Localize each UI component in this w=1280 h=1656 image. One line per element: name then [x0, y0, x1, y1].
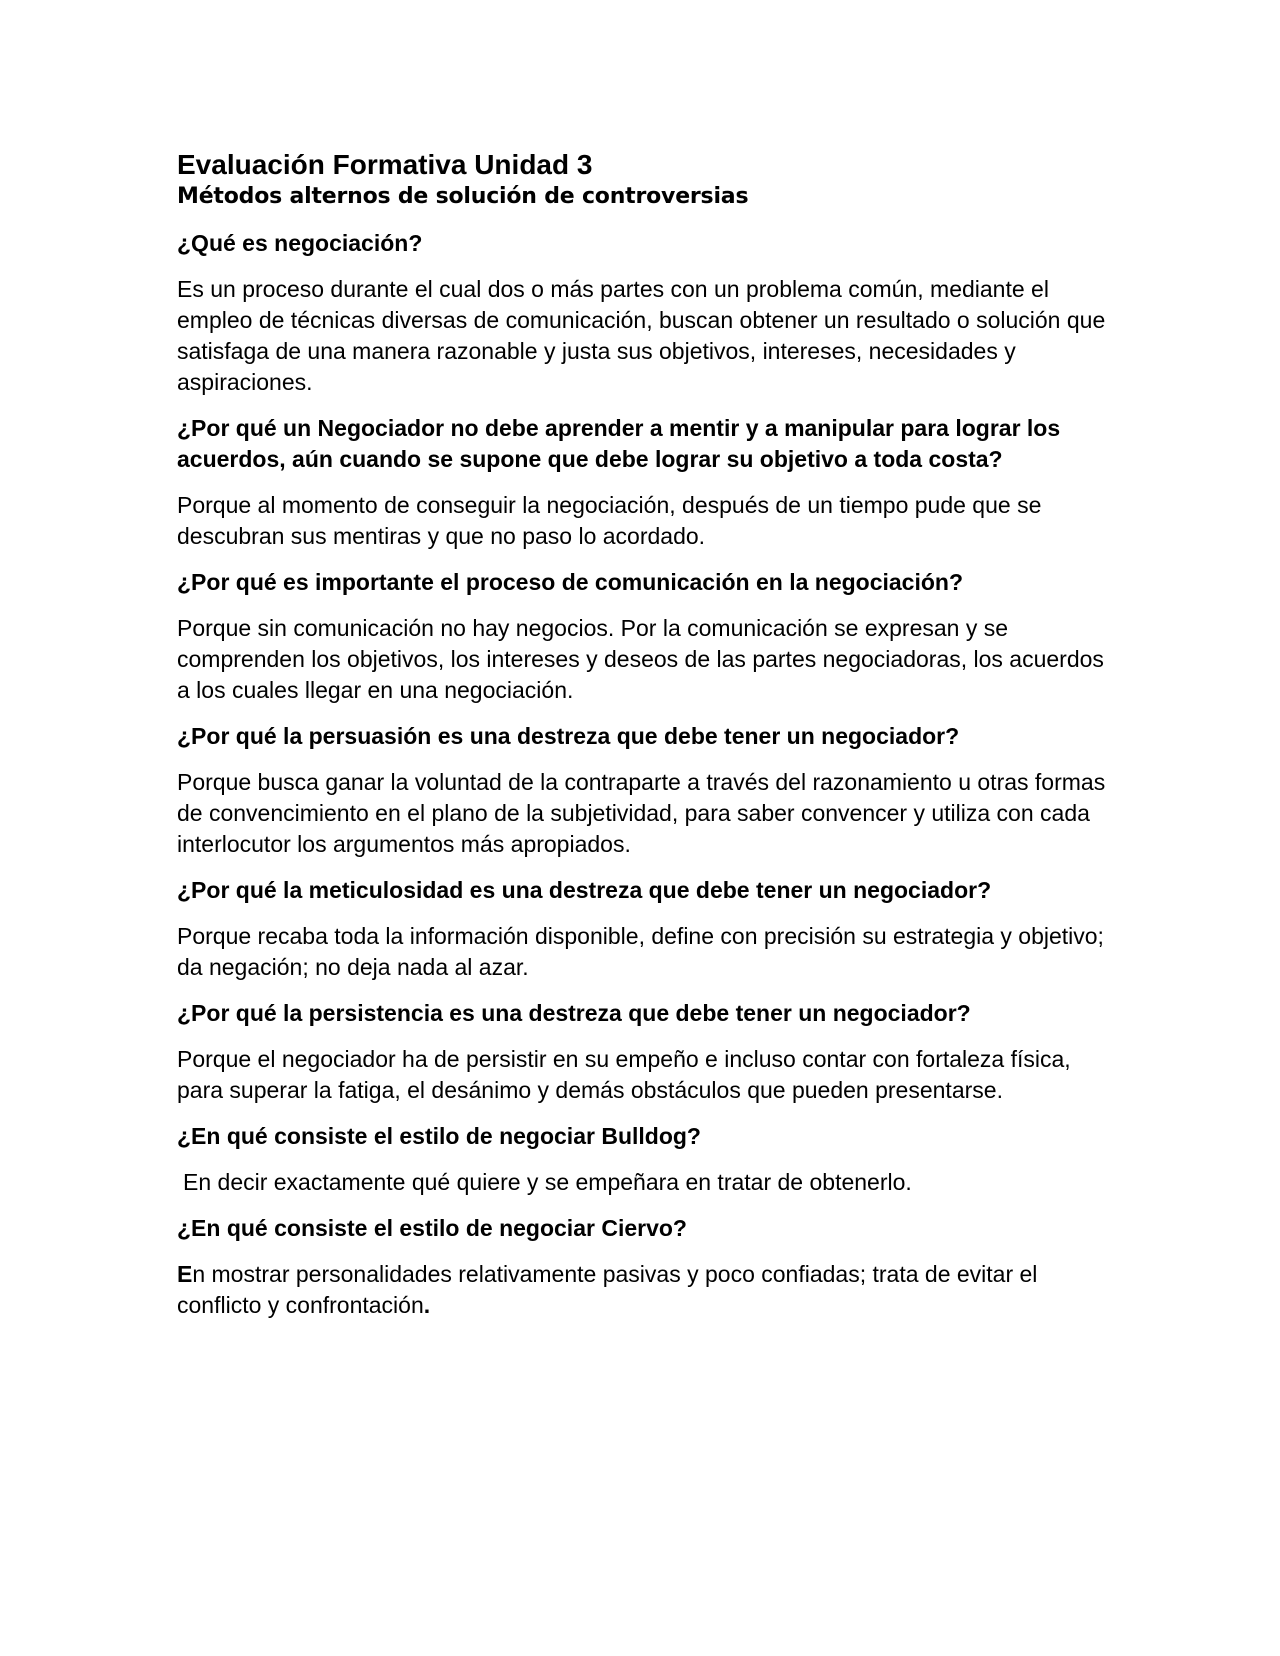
answer-6: Porque el negociador ha de persistir en su empeño e incluso contar con fortaleza física, para superar la fatiga, el desánimo y demás obstáculos que pueden presentarse. — [177, 1046, 1071, 1103]
answer-2: Porque al momento de conseguir la negociación, después de un tiempo pude que se descubran sus mentiras y que no paso lo acordado. — [177, 492, 1042, 549]
question-8: ¿En qué consiste el estilo de negociar Ciervo? — [177, 1215, 687, 1241]
document-title: Evaluación Formativa Unidad 3 — [177, 149, 593, 180]
question-1: ¿Qué es negociación? — [177, 230, 423, 256]
answer-8-tail: . — [423, 1292, 431, 1318]
answer-1: Es un proceso durante el cual dos o más partes con un problema común, mediante el empleo de técnicas diversas de comunicación, buscan obtener un resultado o solución que satisfaga de una manera razonable y justa sus objetivos, intereses, necesidades y aspiraciones. — [177, 276, 1106, 395]
question-3: ¿Por qué es importante el proceso de comunicación en la negociación? — [177, 569, 964, 595]
answer-4: Porque busca ganar la voluntad de la contraparte a través del razonamiento u otras formas de convencimiento en el plano de la subjetividad, para saber convencer y utiliza con cada interlocutor los argumentos más apropiados. — [177, 769, 1106, 857]
answer-8 — [177, 1259, 1112, 1321]
answer-8-body: n mostrar personalidades relativamente pasivas y poco confiadas; trata de evitar el conflicto y confrontación — [177, 1261, 1038, 1318]
document-subtitle: Métodos alternos de solución de controversias — [177, 184, 749, 209]
question-6: ¿Por qué la persistencia es una destreza que debe tener un negociador? — [177, 1000, 971, 1026]
answer-8-lead: E — [177, 1261, 193, 1287]
question-4: ¿Por qué la persuasión es una destreza que debe tener un negociador? — [177, 723, 960, 749]
answer-5: Porque recaba toda la información disponible, define con precisión su estrategia y objetivo; da negación; no deja nada al azar. — [177, 923, 1104, 980]
question-5: ¿Por qué la meticulosidad es una destreza que debe tener un negociador? — [177, 877, 992, 903]
question-7: ¿En qué consiste el estilo de negociar Bulldog? — [177, 1123, 701, 1149]
answer-7: En decir exactamente qué quiere y se empeñara en tratar de obtenerlo. — [183, 1169, 912, 1195]
question-2: ¿Por qué un Negociador no debe aprender a mentir y a manipular para lograr los acuerdos, aún cuando se supone que debe lograr su objetivo a toda costa? — [177, 415, 1061, 472]
answer-3: Porque sin comunicación no hay negocios. Por la comunicación se expresan y se comprenden los objetivos, los intereses y deseos de las partes negociadoras, los acuerdos a los cuales llegar en una negociación. — [177, 615, 1104, 703]
document-content — [177, 148, 1112, 1336]
